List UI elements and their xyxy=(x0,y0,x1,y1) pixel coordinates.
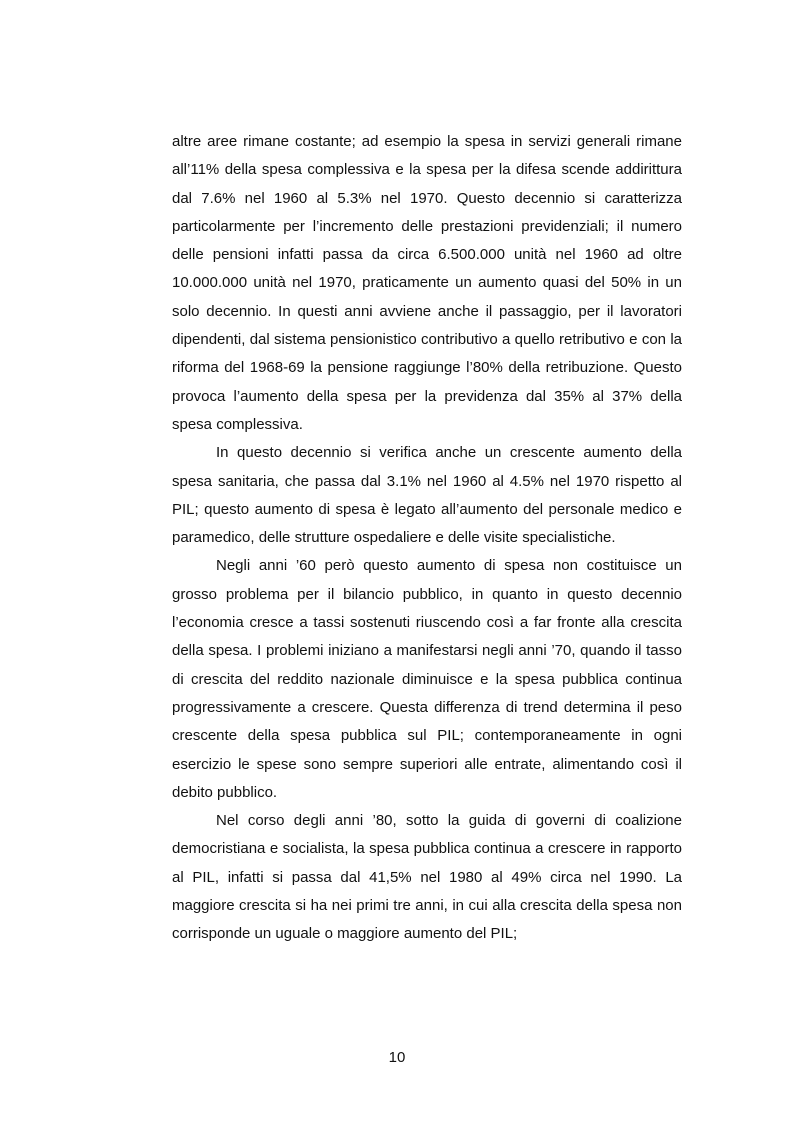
page-number: 10 xyxy=(388,1049,406,1066)
paragraph-4: Nel corso degli anni ’80, sotto la guida di governi di coalizione democristiana e socialista, la spesa pubblica continua a crescere in rapporto al PIL, infatti si passa dal 41,5% nel 1980 al 49% circa nel 1990. La maggiore crescita si ha nei primi tre anni, in cui alla crescita della spesa non corrisponde un uguale o maggiore aumento del PIL; xyxy=(172,812,682,943)
paragraph-3: Negli anni ’60 però questo aumento di spesa non costituisce un grosso problema per il bilancio pubblico, in quanto in questo decennio l’economia cresce a tassi sostenuti riuscendo così a far fronte alla crescita della spesa. I problemi iniziano a manifestarsi negli anni ’70, quando il tasso di crescita del reddito nazionale diminuisce e la spesa pubblica continua progressivamente a crescere. Questa differenza di trend determina il peso crescente della spesa pubblica sul PIL; contemporaneamente in ogni esercizio le spese sono sempre superiori alle entrate, alimentando così il debito pubblico. xyxy=(172,557,682,801)
paragraph-1: altre aree rimane costante; ad esempio la spesa in servizi generali rimane all’11% della spesa complessiva e la spesa per la difesa scende addirittura dal 7.6% nel 1960 al 5.3% nel 1970. Questo decennio si caratterizza particolarmente per l’incremento delle prestazioni previdenziali; il numero delle pensioni infatti passa da circa 6.500.000 unità nel 1960 ad oltre 10.000.000 unità nel 1970, praticamente un aumento quasi del 50% in un solo decennio. In questi anni avviene anche il passaggio, per il lavoratori dipendenti, dal sistema pensionistico contributivo a quello retributivo e con la riforma del 1968-69 la pensione raggiunge l’80% della retribuzione. Questo provoca l’aumento della spesa per la previdenza dal 35% al 37% della spesa complessiva. xyxy=(172,133,682,433)
body-text xyxy=(172,128,682,949)
paragraph-2: In questo decennio si verifica anche un crescente aumento della spesa sanitaria, che passa dal 3.1% nel 1960 al 4.5% nel 1970 rispetto al PIL; questo aumento di spesa è legato all’aumento del personale medico e paramedico, delle strutture ospedaliere e delle visite specialistiche. xyxy=(172,444,682,547)
